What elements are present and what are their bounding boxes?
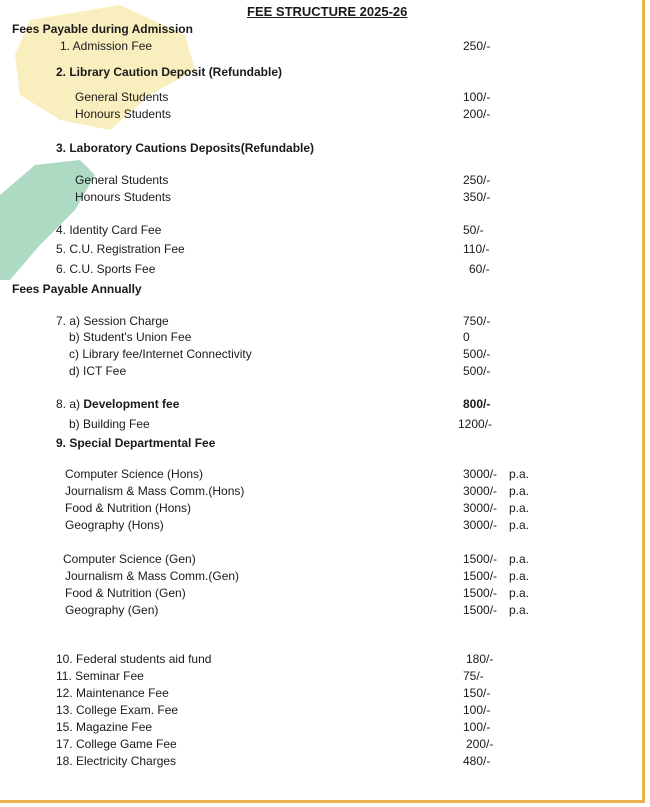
dept-hons-label: Geography (Hons) [65, 518, 164, 532]
lab-general-label: General Students [75, 173, 169, 187]
lab-caution-label: 3. Laboratory Cautions Deposits(Refundable) [56, 141, 315, 155]
student-union-amount: 0 [463, 330, 470, 344]
admission-fee-label: 1. Admission Fee [60, 39, 153, 53]
dept-hons-label: Computer Science (Hons) [65, 467, 204, 481]
dept-gen-label: Food & Nutrition (Gen) [65, 586, 186, 600]
dept-gen-suffix: p.a. [509, 569, 530, 583]
other-fee-amount: 100/- [463, 703, 491, 717]
dept-hons-suffix: p.a. [509, 484, 530, 498]
dept-gen-suffix: p.a. [509, 552, 530, 566]
dept-gen-label: Computer Science (Gen) [63, 552, 196, 566]
identity-card-amount: 50/- [463, 223, 484, 237]
other-fee-label: 13. College Exam. Fee [56, 703, 179, 717]
dept-gen-label: Journalism & Mass Comm.(Gen) [65, 569, 240, 583]
student-union-label: b) Student's Union Fee [69, 330, 192, 344]
building-fee-amount: 1200/- [458, 417, 493, 431]
library-general-label: General Students [75, 90, 169, 104]
admission-heading: Fees Payable during Admission [12, 22, 193, 36]
session-charge-label: 7. a) Session Charge [56, 314, 169, 328]
session-charge-amount: 750/- [463, 314, 491, 328]
dept-hons-amount: 3000/- [463, 501, 498, 515]
library-internet-label: c) Library fee/Internet Connectivity [69, 347, 252, 361]
dept-hons-amount: 3000/- [463, 518, 498, 532]
dept-gen-amount: 1500/- [463, 603, 498, 617]
development-fee-amount: 800/- [463, 397, 491, 411]
other-fee-amount: 180/- [466, 652, 494, 666]
other-fee-label: 10. Federal students aid fund [56, 652, 212, 666]
lab-general-amount: 250/- [463, 173, 491, 187]
dept-hons-amount: 3000/- [463, 467, 498, 481]
dept-hons-suffix: p.a. [509, 518, 530, 532]
other-fee-amount: 480/- [463, 754, 491, 768]
development-fee-prefix: 8. a) [56, 397, 84, 411]
other-fee-label: 18. Electricity Charges [56, 754, 177, 768]
lab-honours-amount: 350/- [463, 190, 491, 204]
identity-card-label: 4. Identity Card Fee [56, 223, 162, 237]
annual-heading: Fees Payable Annually [12, 282, 142, 296]
sports-fee-amount: 60/- [469, 262, 490, 276]
other-fee-amount: 100/- [463, 720, 491, 734]
building-fee-label: b) Building Fee [69, 417, 150, 431]
development-fee-row [56, 397, 179, 411]
dept-hons-amount: 3000/- [463, 484, 498, 498]
other-fee-amount: 150/- [463, 686, 491, 700]
lab-honours-label: Honours Students [75, 190, 172, 204]
ict-fee-amount: 500/- [463, 364, 491, 378]
library-general-amount: 100/- [463, 90, 491, 104]
dept-gen-label: Geography (Gen) [65, 603, 159, 617]
library-caution-label: 2. Library Caution Deposit (Refundable) [56, 65, 283, 79]
page-title: FEE STRUCTURE 2025-26 [247, 4, 408, 19]
departmental-fee-label: 9. Special Departmental Fee [56, 436, 216, 450]
dept-gen-suffix: p.a. [509, 603, 530, 617]
admission-fee-amount: 250/- [463, 39, 491, 53]
dept-hons-label: Journalism & Mass Comm.(Hons) [65, 484, 245, 498]
other-fee-label: 12. Maintenance Fee [56, 686, 169, 700]
other-fee-label: 15. Magazine Fee [56, 720, 153, 734]
registration-fee-label: 5. C.U. Registration Fee [56, 242, 185, 256]
registration-fee-amount: 110/- [463, 242, 490, 256]
dept-hons-suffix: p.a. [509, 501, 530, 515]
dept-gen-amount: 1500/- [463, 586, 498, 600]
other-fee-amount: 75/- [463, 669, 484, 683]
dept-gen-amount: 1500/- [463, 569, 498, 583]
dept-gen-amount: 1500/- [463, 552, 498, 566]
library-honours-amount: 200/- [463, 107, 491, 121]
ict-fee-label: d) ICT Fee [69, 364, 127, 378]
sports-fee-label: 6. C.U. Sports Fee [56, 262, 156, 276]
other-fee-amount: 200/- [466, 737, 494, 751]
dept-hons-suffix: p.a. [509, 467, 530, 481]
library-internet-amount: 500/- [463, 347, 491, 361]
dept-hons-label: Food & Nutrition (Hons) [65, 501, 192, 515]
library-honours-label: Honours Students [75, 107, 172, 121]
development-fee-label: Development fee [83, 397, 180, 411]
other-fee-label: 17. College Game Fee [56, 737, 177, 751]
other-fee-label: 11. Seminar Fee [56, 669, 144, 683]
dept-gen-suffix: p.a. [509, 586, 530, 600]
